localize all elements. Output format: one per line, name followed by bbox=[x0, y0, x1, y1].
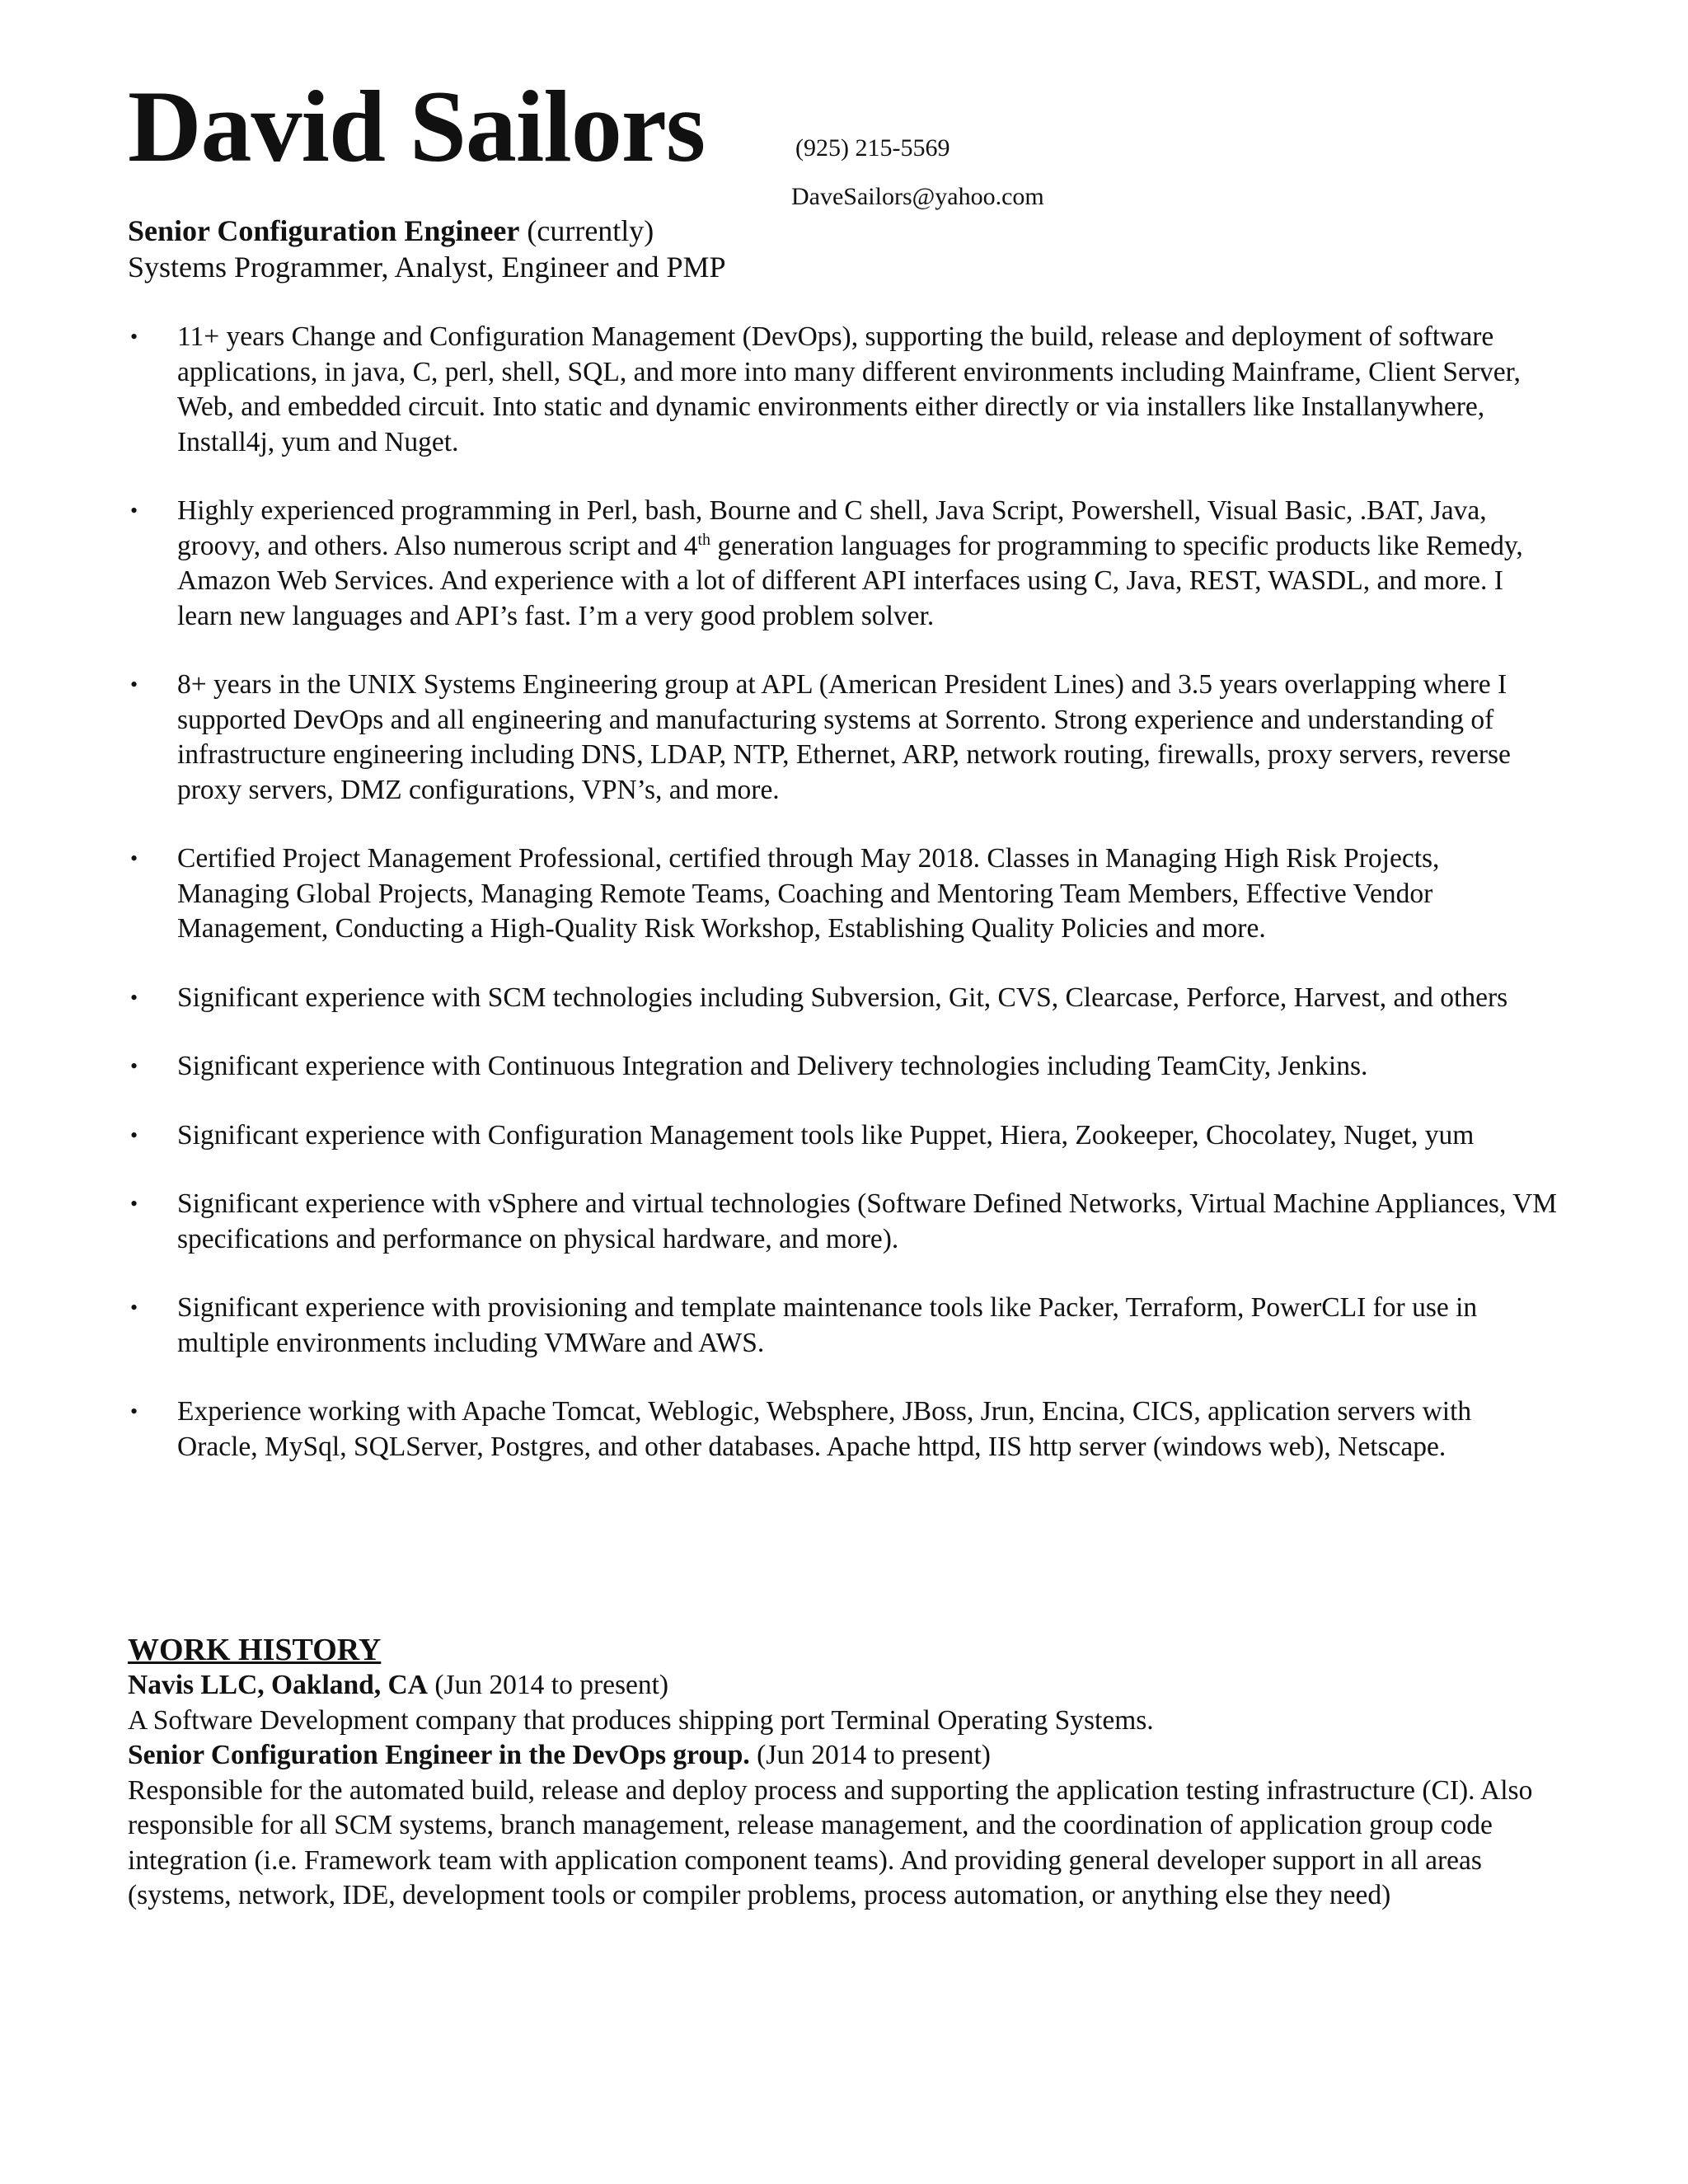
bullet-icon: • bbox=[130, 1054, 138, 1078]
current-title-note: (currently) bbox=[519, 214, 654, 247]
summary-bullet bbox=[128, 668, 1558, 808]
company-dates: (Jun 2014 to present) bbox=[427, 1670, 669, 1700]
email-address: DaveSailors@yahoo.com bbox=[791, 183, 1044, 210]
subtitle: Systems Programmer, Analyst, Engineer and PMP bbox=[128, 251, 726, 284]
bullet-text: Experience working with Apache Tomcat, Weblogic, Websphere, JBoss, Jrun, Encina, CICS, application servers with Oracle, MySql, SQLServer, Postgres, and other databases. Apache httpd, IIS http server (windows web), Netscape. bbox=[177, 1396, 1472, 1462]
summary-bullet bbox=[128, 1394, 1558, 1465]
summary-bullet bbox=[128, 1291, 1558, 1361]
summary-bullet bbox=[128, 1187, 1558, 1257]
role-title: Senior Configuration Engineer in the DevOps group. bbox=[128, 1740, 750, 1770]
current-title bbox=[128, 216, 654, 246]
bullet-text: 8+ years in the UNIX Systems Engineering group at APL (American President Lines) and 3.5 years overlapping where I supported DevOps and all engineering and manufacturing systems at Sorrento. Strong experience and understanding of infrastructure engineering including DNS, LDAP, NTP, Ethernet, ARP, network routing, firewalls, proxy servers, reverse proxy servers, DMZ configurations, VPN’s, and more. bbox=[177, 669, 1511, 805]
role-dates: (Jun 2014 to present) bbox=[749, 1740, 991, 1770]
summary-bullet bbox=[128, 320, 1558, 460]
role-description: Responsible for the automated build, release and deploy process and supporting the application testing infrastructure (CI). Also responsible for all SCM systems, branch management, release management, and the coordination of application group code integration (i.e. Framework team with application component teams). And providing general developer support in all areas (systems, network, IDE, development tools or compiler problems, process automation, or anything else they need) bbox=[128, 1774, 1533, 1910]
bullet-icon: • bbox=[130, 1122, 138, 1147]
bullet-icon: • bbox=[130, 673, 138, 696]
bullet-text: Highly experienced programming in Perl, bash, Bourne and C shell, Java Script, Powershell, Visual Basic, .BAT, Java, groovy, and others. Also numerous script and 4 bbox=[177, 495, 1487, 561]
work-history-heading: WORK HISTORY bbox=[128, 1633, 382, 1667]
summary-bullet bbox=[128, 841, 1558, 947]
candidate-name: David Sailors bbox=[128, 70, 706, 183]
bullet-icon: • bbox=[130, 325, 138, 349]
bullet-text: Significant experience with provisioning and template maintenance tools like Packer, Terraform, PowerCLI for use in multiple environments including VMWare and AWS. bbox=[177, 1292, 1478, 1358]
bullet-text: Significant experience with vSphere and virtual technologies (Software Defined Networks, Virtual Machine Appliances, VM specifications and performance on physical hardware, and more). bbox=[177, 1188, 1558, 1254]
company-name: Navis LLC, Oakland, CA bbox=[128, 1670, 428, 1700]
bullet-icon: • bbox=[130, 499, 138, 523]
bullet-text: Significant experience with Continuous Integration and Delivery technologies including TeamCity, Jenkins. bbox=[177, 1051, 1368, 1081]
phone-number: (925) 215-5569 bbox=[795, 134, 950, 162]
bullet-text: Significant experience with Configuration Management tools like Puppet, Hiera, Zookeeper, Chocolatey, Nuget, yum bbox=[177, 1119, 1475, 1151]
role-line bbox=[128, 1738, 1562, 1774]
bullet-icon: • bbox=[130, 846, 138, 870]
summary-bullet-list bbox=[128, 320, 1558, 1498]
bullet-text: Significant experience with SCM technologies including Subversion, Git, CVS, Clearcase, Perforce, Harvest, and others bbox=[177, 982, 1508, 1013]
bullet-text-cont: generation languages for programming to specific products like Remedy, Amazon Web Services. And experience with a lot of different API interfaces using C, Java, REST, WASDL, and more. I learn new languages and API’s fast. I’m a very good problem solver. bbox=[177, 530, 1523, 631]
company-description: A Software Development company that produces shipping port Terminal Operating Systems. bbox=[128, 1704, 1154, 1736]
current-title-bold: Senior Configuration Engineer bbox=[128, 214, 520, 247]
work-history-section bbox=[128, 1632, 1562, 1914]
summary-bullet bbox=[128, 1049, 1558, 1085]
summary-bullet bbox=[128, 494, 1558, 634]
summary-bullet bbox=[128, 981, 1558, 1016]
bullet-icon: • bbox=[130, 1296, 138, 1319]
superscript: th bbox=[697, 530, 711, 549]
bullet-text: Certified Project Management Professional, certified through May 2018. Classes in Managing High Risk Projects, Managing Global Projects, Managing Remote Teams, Coaching and Mentoring Team Members, Effective Vendor Management, Conducting a High-Quality Risk Workshop, Establishing Quality Policies and more. bbox=[177, 843, 1440, 944]
summary-bullet bbox=[128, 1118, 1558, 1154]
bullet-icon: • bbox=[130, 1192, 138, 1216]
company-line bbox=[128, 1668, 1562, 1704]
bullet-icon: • bbox=[130, 1399, 138, 1423]
bullet-text: 11+ years Change and Configuration Management (DevOps), supporting the build, release and deployment of software applications, in java, C, perl, shell, SQL, and more into many different environments including Mainframe, Client Server, Web, and embedded circuit. Into static and dynamic environments either directly or via installers like Installanywhere, Install4j, yum and Nuget. bbox=[177, 321, 1521, 457]
bullet-icon: • bbox=[130, 985, 138, 1010]
